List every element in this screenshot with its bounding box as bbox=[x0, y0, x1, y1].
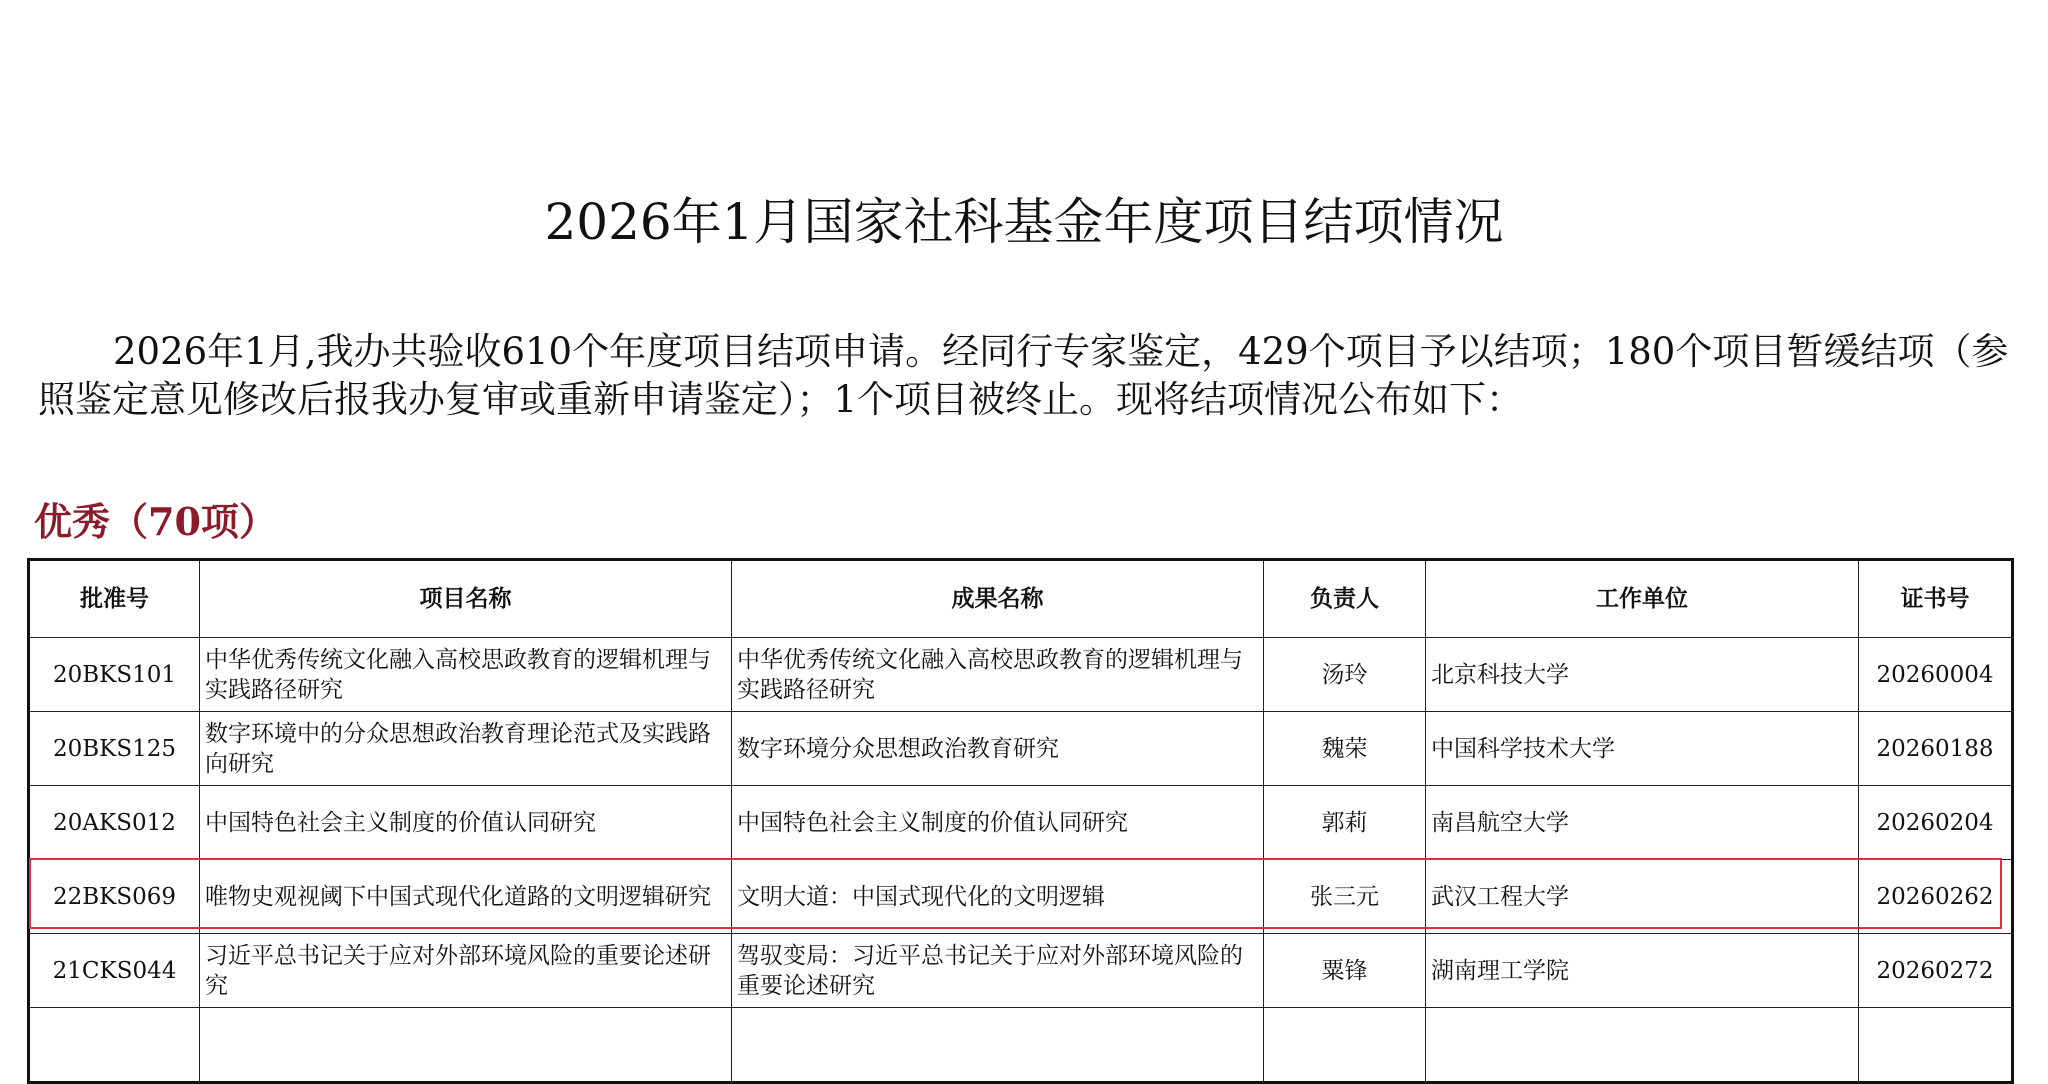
header-project: 项目名称 bbox=[200, 560, 732, 638]
header-outcome: 成果名称 bbox=[732, 560, 1264, 638]
header-unit: 工作单位 bbox=[1426, 560, 1859, 638]
page-title: 2026年1月国家社科基金年度项目结项情况 bbox=[544, 193, 1504, 251]
results-table bbox=[27, 558, 2014, 1084]
cell-unit: 北京科技大学 bbox=[1426, 638, 1859, 712]
table-row-highlighted bbox=[29, 860, 2013, 934]
cell-person: 粟锋 bbox=[1264, 934, 1426, 1008]
cell-cert: 20260204 bbox=[1859, 786, 2013, 860]
cell-number: 20AKS012 bbox=[29, 786, 200, 860]
header-person: 负责人 bbox=[1264, 560, 1426, 638]
cell-person: 魏荣 bbox=[1264, 712, 1426, 786]
cell-outcome: 中华优秀传统文化融入高校思政教育的逻辑机理与实践路径研究 bbox=[732, 638, 1264, 712]
cell-cert: 20260004 bbox=[1859, 638, 2013, 712]
section-heading-excellent: 优秀（70项） bbox=[34, 499, 277, 544]
cell-cert: 20260262 bbox=[1859, 860, 2013, 934]
header-number: 批准号 bbox=[29, 560, 200, 638]
cell-project: 中国特色社会主义制度的价值认同研究 bbox=[200, 786, 732, 860]
header-cert: 证书号 bbox=[1859, 560, 2013, 638]
table-row bbox=[29, 712, 2013, 786]
cell-person: 郭莉 bbox=[1264, 786, 1426, 860]
cell-unit: 中国科学技术大学 bbox=[1426, 712, 1859, 786]
table-row bbox=[29, 934, 2013, 1008]
cell-cert: 20260272 bbox=[1859, 934, 2013, 1008]
cell-outcome: 中国特色社会主义制度的价值认同研究 bbox=[732, 786, 1264, 860]
intro-paragraph: 2026年1月,我办共验收610个年度项目结项申请。经同行专家鉴定，429个项目予以结项；180个项目暂缓结项（参照鉴定意见修改后报我办复审或重新申请鉴定）；1个项目被终止。现将结项情况公布如下： bbox=[38, 330, 2009, 421]
table-row-partial bbox=[29, 1008, 2013, 1083]
cell-project: 中华优秀传统文化融入高校思政教育的逻辑机理与实践路径研究 bbox=[200, 638, 732, 712]
cell-unit: 武汉工程大学 bbox=[1426, 860, 1859, 934]
cell-project: 习近平总书记关于应对外部环境风险的重要论述研究 bbox=[200, 934, 732, 1008]
cell-unit: 湖南理工学院 bbox=[1426, 934, 1859, 1008]
table-row bbox=[29, 786, 2013, 860]
cell-number: 22BKS069 bbox=[29, 860, 200, 934]
cell-number: 20BKS125 bbox=[29, 712, 200, 786]
cell-outcome: 驾驭变局：习近平总书记关于应对外部环境风险的重要论述研究 bbox=[732, 934, 1264, 1008]
cell-number: 20BKS101 bbox=[29, 638, 200, 712]
cell-cert: 20260188 bbox=[1859, 712, 2013, 786]
cell-project: 唯物史观视阈下中国式现代化道路的文明逻辑研究 bbox=[200, 860, 732, 934]
cell-outcome: 文明大道：中国式现代化的文明逻辑 bbox=[732, 860, 1264, 934]
table-row bbox=[29, 638, 2013, 712]
cell-project: 数字环境中的分众思想政治教育理论范式及实践路向研究 bbox=[200, 712, 732, 786]
table-header-row bbox=[29, 560, 2013, 638]
cell-outcome: 数字环境分众思想政治教育研究 bbox=[732, 712, 1264, 786]
cell-unit: 南昌航空大学 bbox=[1426, 786, 1859, 860]
results-table-container bbox=[27, 558, 2011, 1084]
cell-person: 张三元 bbox=[1264, 860, 1426, 934]
cell-person: 汤玲 bbox=[1264, 638, 1426, 712]
cell-number: 21CKS044 bbox=[29, 934, 200, 1008]
